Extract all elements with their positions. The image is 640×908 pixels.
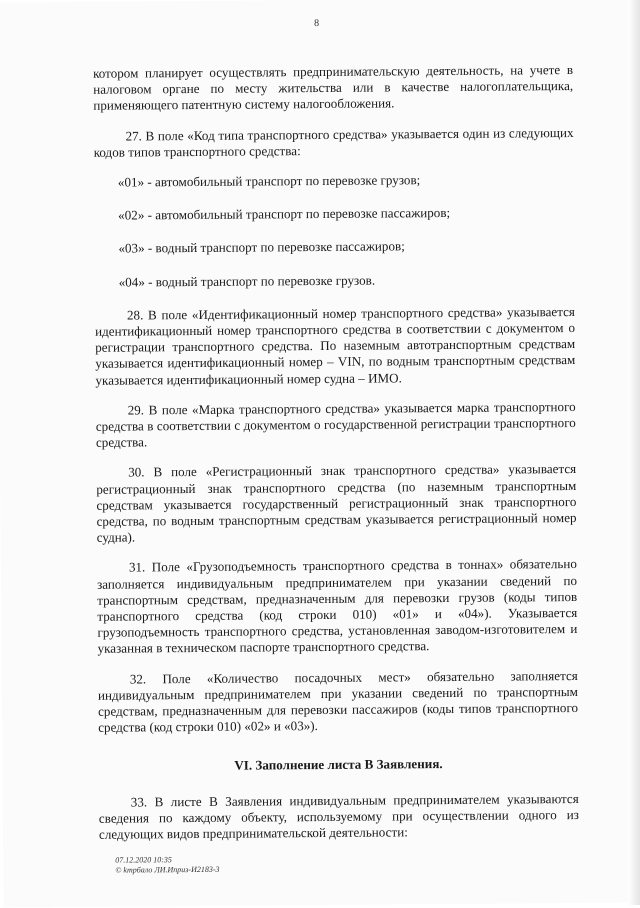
footer-file-reference: © kmpбало ЛИ.Иприз-И2183-3 (115, 864, 220, 875)
scan-edge-shadow (628, 0, 640, 905)
section-heading: VI. Заполнение листа В Заявления. (234, 755, 443, 773)
document-body (93, 62, 579, 857)
list-item: «02» - автомобильный транспорт по перевозке пассажиров; (118, 205, 451, 223)
paragraph-28: 28. В поле «Идентификационный номер транспортного средства» указывается идентификационный номер транспортного средства в соответствии с документом о регистрации транспортного средства. По наземным автотранспортным средствам указывается идентификационный номер – VIN, по водным транспортным средствам указывается идентификационный номер судна – ИМО. (95, 303, 576, 388)
list-item: «03» - водный транспорт по перевозке пассажиров; (118, 238, 405, 256)
paragraph-27: 27. В поле «Код типа транспортного средства» указывается один из следующих кодов типов транспортного средства: (93, 124, 574, 160)
paragraph-30: 30. В поле «Регистрационный знак транспортного средства» указывается регистрационный знак транспортного средства (по наземным транспортным средствам указывается государственный регистрационный знак транспортного средства, по водным транспортным средствам указывается регистрационный номер судна). (96, 461, 577, 546)
footer-timestamp: 07.12.2020 10:35 (115, 855, 172, 865)
paragraph-33: 33. В листе В Заявления индивидуальным предпринимателем указываются сведения по каждому объекту, используемому при осуществлении одного из следующих видов предпринимательской деятельности: (98, 790, 579, 842)
list-item: «04» - водный транспорт по перевозке грузов. (118, 272, 376, 290)
list-item: «01» - автомобильный транспорт по перевозке грузов; (117, 172, 421, 190)
paragraph-continuation: котором планирует осуществлять предпринимательскую деятельность, на учете в налоговом органе по месту жительства или в качестве налогоплательщика, применяющего патентную систему налогообложения. (92, 62, 574, 114)
vehicle-type-code-list (94, 171, 575, 291)
page-number: 8 (314, 17, 320, 30)
paragraph-29: 29. В поле «Марка транспортного средства» указывается марка транспортного средства в соответствии с документом о государственной регистрации транспортного средства. (95, 398, 576, 451)
paragraph-31: 31. Поле «Грузоподъемность транспортного средства в тоннах» обязательно заполняется индивидуальным предпринимателем при указании сведений по транспортным средствам, предназначенным для перевозки грузов (коды типов транспортного средства (код строки 010) «01» и «04»). Указывается грузоподъемность транспортного средства, установленная заводом-изготовителем и указанная в техническом паспорте транспортного средства. (96, 556, 578, 657)
footer-stamp (115, 855, 219, 876)
paragraph-32: 32. Поле «Количество посадочных мест» обязательно заполняется индивидуальным предпринимателем при указании сведений по транспортным средствам, предназначенным для перевозки пассажиров (коды типов транспортного средства (код строки 010) «02» и «03»). (97, 667, 579, 736)
